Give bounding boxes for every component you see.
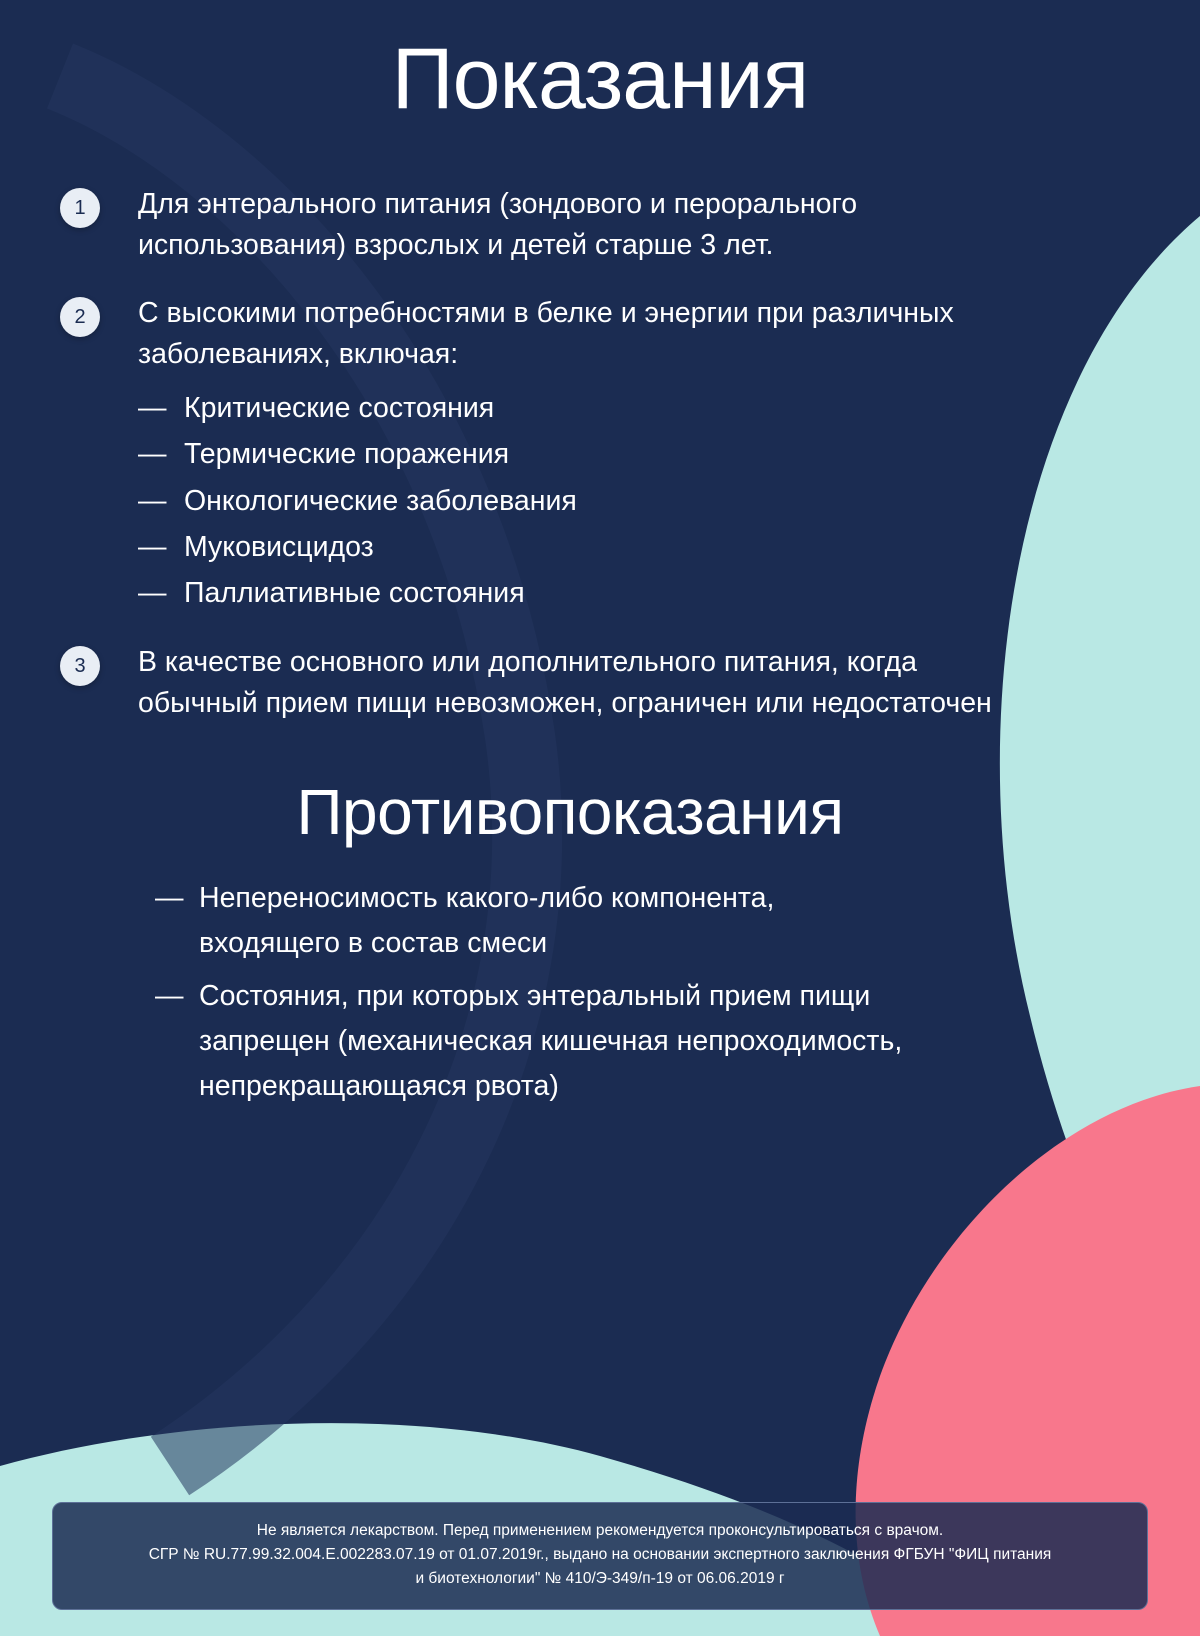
dash-marker-icon: — <box>155 979 184 1012</box>
item-number-badge: 2 <box>60 297 100 337</box>
sub-list-item <box>138 478 1008 524</box>
item-text: Для энтерального питания (зондового и перорального использования) взрослых и детей старше 3 лет. <box>138 188 858 262</box>
list-item <box>0 293 1200 616</box>
list-item-label: Непереносимость какого-либо компонента, входящего в состав смеси <box>199 881 775 959</box>
sub-list-item-label: Муковисцидоз <box>184 530 374 563</box>
sub-list-item <box>138 524 1008 570</box>
item-text: В качестве основного или дополнительного питания, когда обычный прием пищи невозможен, ограничен или недостаточен <box>138 646 992 720</box>
sub-list-item-label: Термические поражения <box>184 438 510 471</box>
item-text: С высокими потребностями в белке и энергии при различных заболеваниях, включая: <box>138 296 954 370</box>
sub-list-item-label: Онкологические заболевания <box>184 484 577 517</box>
item-number-badge: 3 <box>60 646 100 686</box>
list-item-label: Состояния, при которых энтеральный прием пищи запрещен (механическая кишечная непроходимость, непрекращающаяся рвота) <box>199 979 903 1102</box>
sub-list-item <box>138 385 1008 431</box>
dash-marker-icon: — <box>138 530 167 563</box>
list-item <box>0 642 1200 725</box>
page-title: Показания <box>391 31 809 127</box>
contraindications-title: Противопоказания <box>296 775 844 848</box>
disclaimer-line-1: Не является лекарством. Перед применением рекомендуется проконсультироваться с врачом. <box>256 1521 944 1539</box>
list-item <box>155 876 915 966</box>
sub-list-item <box>138 570 1008 616</box>
document-content <box>0 31 1200 1109</box>
sub-list-item-label: Паллиативные состояния <box>184 576 525 609</box>
item-text-block <box>138 293 1008 616</box>
disclaimer-line-2: СГР № RU.77.99.32.004.Е.002283.07.19 от 01.07.2019г., выдано на основании экспертного заключения ФГБУН "ФИЦ питания <box>148 1545 1052 1563</box>
dash-marker-icon: — <box>138 392 167 425</box>
sub-list <box>138 385 1008 616</box>
dash-marker-icon: — <box>138 438 167 471</box>
disclaimer-box <box>52 1502 1148 1610</box>
list-item <box>155 974 915 1109</box>
dash-marker-icon: — <box>138 484 167 517</box>
contraindications-list <box>0 876 1200 1109</box>
list-item <box>0 184 1200 267</box>
sub-list-item-label: Критические состояния <box>184 392 495 425</box>
disclaimer-line-3: и биотехнологии" № 410/Э-349/п-19 от 06.06.2019 г <box>415 1569 785 1587</box>
dash-marker-icon: — <box>138 576 167 609</box>
dash-marker-icon: — <box>155 881 184 914</box>
sub-list-item <box>138 431 1008 477</box>
item-number-badge: 1 <box>60 188 100 228</box>
indications-list <box>0 184 1200 725</box>
